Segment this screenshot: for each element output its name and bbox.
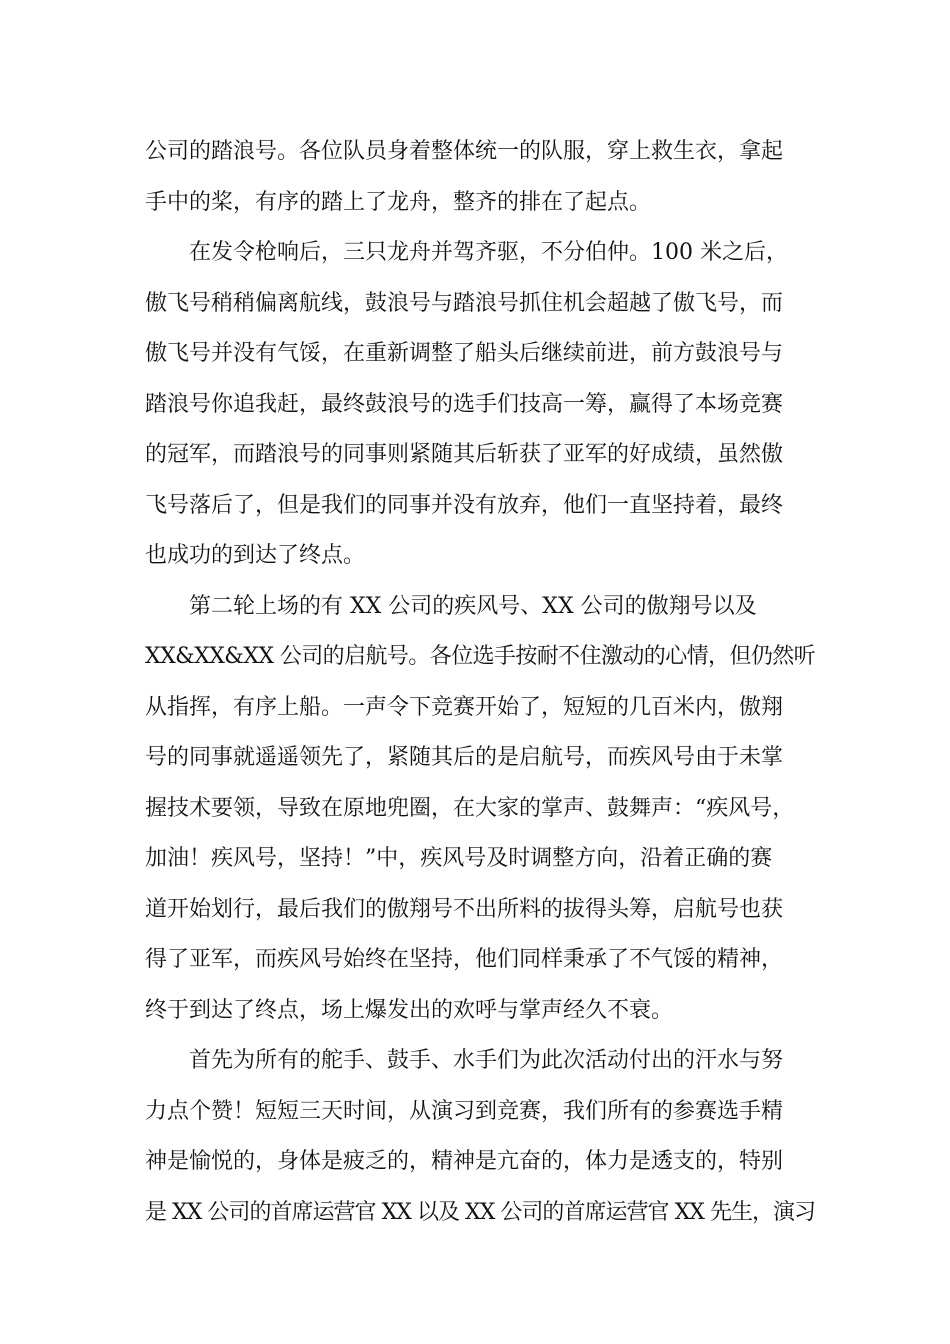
text-line: XX&XX&XX 公司的启航号。各位选手按耐不住激动的心情，但仍然听	[145, 644, 816, 669]
text-line: 握技术要领，导致在原地兜圈，在大家的掌声、鼓舞声：“疾风号，	[145, 795, 795, 821]
text-line: 公司的踏浪号。各位队员身着整体统一的队服，穿上救生衣，拿起	[145, 139, 784, 164]
paragraph-first-line: 第二轮上场的有 XX 公司的疾风号、XX 公司的傲翔号以及	[189, 593, 757, 619]
text-line: 是 XX 公司的首席运营官 XX 以及 XX 公司的首席运营官 XX 先生，演习	[145, 1199, 816, 1225]
paragraph-first-line: 在发令枪响后，三只龙舟并驾齐驱，不分伯仲。100 米之后，	[189, 240, 788, 265]
text-line: 得了亚军，而疾风号始终在坚持，他们同样秉承了不气馁的精神，	[145, 947, 784, 972]
text-line: 飞号落后了，但是我们的同事并没有放弃，他们一直坚持着，最终	[145, 492, 784, 518]
text-line: 号的同事就遥遥领先了，紧随其后的是启航号，而疾风号由于未掌	[145, 745, 784, 770]
text-line: 神是愉悦的，身体是疲乏的，精神是亢奋的，体力是透支的，特别	[145, 1149, 784, 1174]
text-line: 踏浪号你追我赶，最终鼓浪号的选手们技高一筹，赢得了本场竞赛	[145, 391, 784, 417]
text-line: 傲飞号稍稍偏离航线，鼓浪号与踏浪号抓住机会超越了傲飞号，而	[145, 290, 784, 316]
text-line: 终于到达了终点，场上爆发出的欢呼与掌声经久不衰。	[145, 997, 674, 1023]
paragraph-first-line: 首先为所有的舵手、鼓手、水手们为此次活动付出的汗水与努	[189, 1048, 784, 1073]
text-line: 加油！疾风号，坚持！”中，疾风号及时调整方向，沿着正确的赛	[145, 846, 773, 871]
body-text	[145, 127, 816, 1238]
text-line: 力点个赞！短短三天时间，从演习到竞赛，我们所有的参赛选手精	[145, 1098, 784, 1124]
text-line: 手中的桨，有序的踏上了龙舟，整齐的排在了起点。	[145, 189, 652, 215]
text-line: 傲飞号并没有气馁，在重新调整了船头后继续前进，前方鼓浪号与	[145, 341, 784, 366]
text-line: 从指挥，有序上船。一声令下竞赛开始了，短短的几百米内，傲翔	[145, 694, 784, 720]
text-line: 的冠军，而踏浪号的同事则紧随其后斩获了亚军的好成绩，虽然傲	[145, 442, 784, 467]
text-line: 也成功的到达了终点。	[145, 543, 366, 568]
text-line: 道开始划行，最后我们的傲翔号不出所料的拔得头筹，启航号也获	[145, 896, 784, 922]
